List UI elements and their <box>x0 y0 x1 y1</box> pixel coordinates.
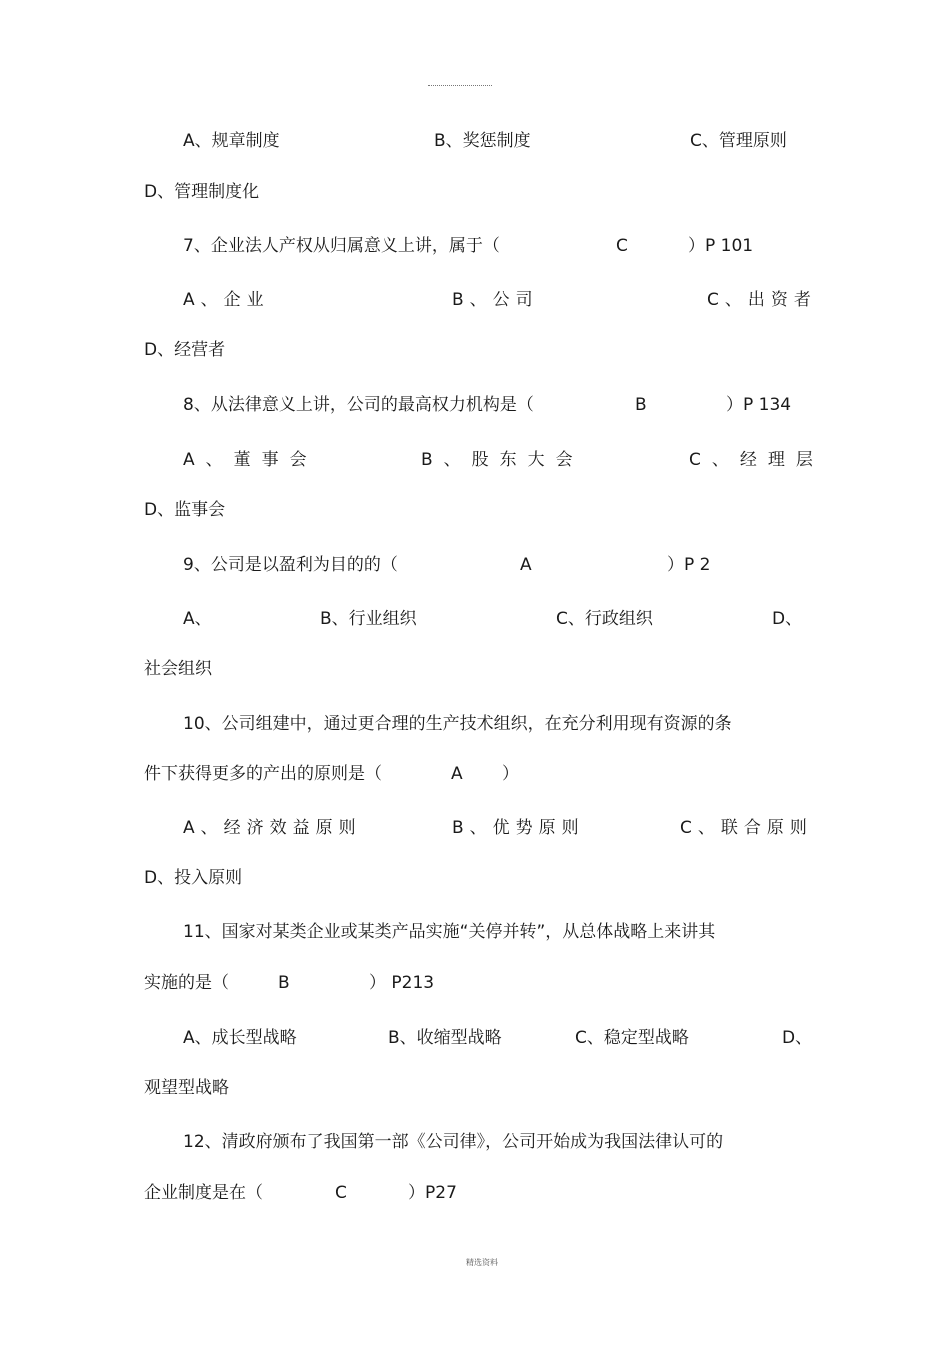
option-a: A、经济效益原则 <box>183 818 362 838</box>
option-d: D、监事会 <box>144 500 226 520</box>
option-d: D、 <box>772 609 803 629</box>
option-b: B、奖惩制度 <box>434 131 531 151</box>
question-10-answer: A <box>451 764 463 784</box>
header-rule <box>428 85 492 86</box>
question-11-answer: B <box>278 973 290 993</box>
question-8-page: ）P 134 <box>726 395 792 415</box>
option-a: A、 <box>183 609 212 629</box>
question-11-page: ） P213 <box>369 973 435 993</box>
question-9-page: ）P 2 <box>667 555 711 575</box>
option-c: C、联合原则 <box>680 818 813 838</box>
option-d-text: 社会组织 <box>144 659 212 679</box>
option-a: A、董事会 <box>183 450 318 470</box>
option-d-text: 观望型战略 <box>144 1078 229 1098</box>
question-9-answer: A <box>520 555 532 575</box>
option-c: C、管理原则 <box>690 131 787 151</box>
question-8-answer: B <box>635 395 647 415</box>
question-7-page: ）P 101 <box>688 236 754 256</box>
question-12-page: ）P27 <box>408 1183 457 1203</box>
option-a: A、成长型战略 <box>183 1028 297 1048</box>
question-11-text: 11、国家对某类企业或某类产品实施“关停并转”，从总体战略上来讲其 <box>183 922 716 942</box>
option-c: C、行政组织 <box>556 609 653 629</box>
option-b: B、优势原则 <box>452 818 585 838</box>
option-c: C、出资者 <box>707 290 817 310</box>
option-d: D、投入原则 <box>144 868 243 888</box>
question-12-text: 12、清政府颁布了我国第一部《公司律》，公司开始成为我国法律认可的 <box>183 1132 724 1152</box>
page-footer: 精选资料 <box>466 1258 498 1267</box>
question-7-answer: C <box>616 236 628 256</box>
option-b: B、公司 <box>452 290 539 310</box>
option-b: B、收缩型战略 <box>388 1028 502 1048</box>
question-11-text-line2: 实施的是（ <box>144 973 229 993</box>
option-d: D、管理制度化 <box>144 182 260 202</box>
option-d: D、 <box>782 1028 813 1048</box>
question-10-text-line2: 件下获得更多的产出的原则是（ <box>144 764 382 784</box>
option-d: D、经营者 <box>144 340 226 360</box>
question-8-text: 8、从法律意义上讲，公司的最高权力机构是（ <box>183 395 534 415</box>
question-10-text: 10、公司组建中，通过更合理的生产技术组织，在充分利用现有资源的条 <box>183 714 732 734</box>
option-c: C、稳定型战略 <box>575 1028 689 1048</box>
question-10-close: ） <box>502 764 519 784</box>
question-12-text-line2: 企业制度是在（ <box>144 1183 263 1203</box>
option-b: B、股东大会 <box>421 450 584 470</box>
question-7-text: 7、企业法人产权从归属意义上讲，属于（ <box>183 236 500 256</box>
option-a: A、规章制度 <box>183 131 280 151</box>
option-c: C、经理层 <box>689 450 824 470</box>
question-9-text: 9、公司是以盈利为目的的（ <box>183 555 398 575</box>
option-a: A、企业 <box>183 290 270 310</box>
option-b: B、行业组织 <box>320 609 417 629</box>
question-12-answer: C <box>335 1183 347 1203</box>
